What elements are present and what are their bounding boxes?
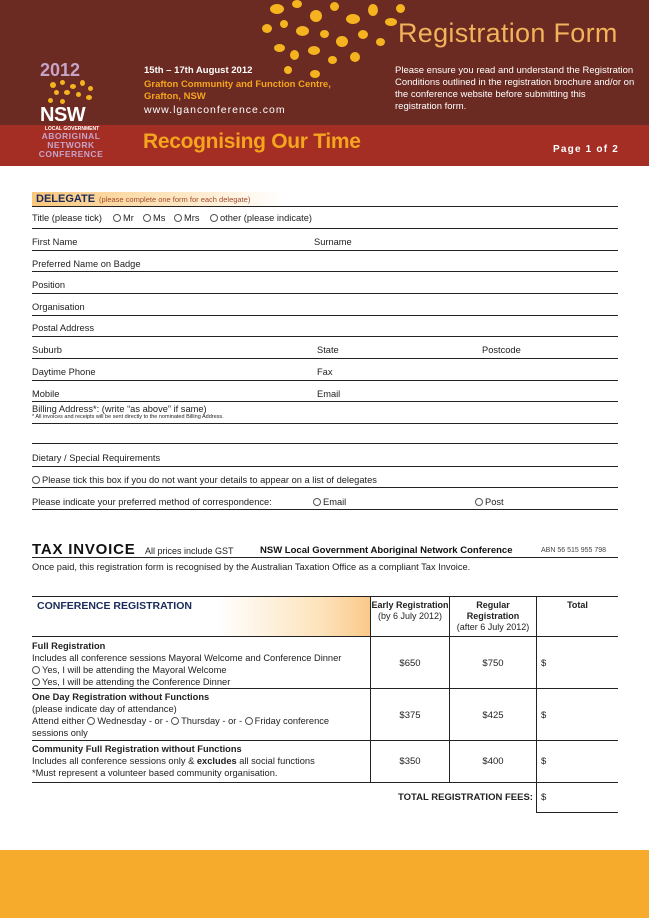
page-number: Page 1 of 2 [553, 144, 619, 155]
postal-address-label: Postal Address [32, 323, 95, 333]
col-regular-header [450, 600, 536, 633]
row-description: Includes all conference sessions only & excludes all social functions [32, 756, 315, 766]
title-row [32, 207, 618, 229]
row-description-tail: sessions only [32, 728, 88, 738]
tagline: Recognising Our Time [143, 130, 361, 153]
table-row [32, 691, 372, 739]
col-early-header [371, 600, 449, 622]
title-label: Title (please tick) [32, 213, 102, 223]
title-option-mrs[interactable]: Mrs [174, 213, 200, 223]
logo-nsw: NSW [40, 104, 86, 126]
surname-label: Surname [314, 237, 352, 247]
col-early-note: (by 6 July 2012) [377, 611, 443, 621]
privacy-option[interactable]: Please tick this box if you do not want your details to appear on a list of delegates [32, 475, 377, 485]
privacy-checkbox-row[interactable] [32, 467, 618, 488]
preferred-name-field[interactable] [32, 251, 618, 272]
total-fees-label: TOTAL REGISTRATION FEES: [398, 792, 533, 803]
row-description: (please indicate day of attendance) [32, 704, 177, 714]
delegate-heading-note: (please complete one form for each delegate) [99, 195, 251, 204]
logo-year: 2012 [40, 60, 81, 80]
day-wednesday-option[interactable]: Wednesday [87, 716, 146, 726]
table-col-border [536, 596, 537, 812]
logo-text [32, 132, 110, 159]
title-option-mr[interactable]: Mr [113, 213, 134, 223]
col-early-label: Early Registration [371, 600, 449, 610]
title-option-ms[interactable]: Ms [143, 213, 165, 223]
row-description: Includes all conference sessions Mayoral Welcome and Conference Dinner [32, 653, 342, 663]
first-name-field[interactable] [32, 229, 618, 251]
table-border [32, 740, 618, 741]
mobile-field[interactable] [32, 381, 618, 402]
logo-network: NETWORK [47, 140, 95, 150]
daytime-phone-field[interactable] [32, 359, 618, 381]
footer-band [0, 850, 649, 918]
mobile-label: Mobile [32, 389, 60, 399]
preferred-name-label: Preferred Name on Badge [32, 259, 141, 269]
early-price: $350 [399, 756, 421, 767]
table-border [32, 636, 618, 637]
tax-invoice-subtitle: All prices include GST [145, 546, 234, 556]
table-border [536, 812, 618, 813]
regular-price: $425 [482, 710, 504, 721]
total-field[interactable]: $ [541, 756, 547, 767]
billing-label: Billing Address*: (write “as above” if same) [32, 404, 207, 414]
radio-icon [87, 717, 95, 725]
first-name-label: First Name [32, 237, 78, 247]
attendance-day-options: Attend either Wednesday - or - Thursday - or - Friday conference [32, 716, 330, 726]
tax-invoice-title: TAX INVOICE [32, 541, 136, 558]
event-website: www.lganconference.com [144, 104, 286, 116]
dietary-label: Dietary / Special Requirements [32, 453, 161, 463]
tax-abn: ABN 56 515 955 798 [541, 547, 606, 554]
correspondence-email-option[interactable]: Email [313, 497, 346, 507]
position-label: Position [32, 280, 66, 290]
conference-dinner-option[interactable]: Yes, I will be attending the Conference Dinner [32, 676, 372, 688]
radio-icon [313, 498, 321, 506]
registration-notice: Please ensure you read and understand the Registration Conditions outlined in the registration brochure and/or on the conference website before submitting this registration form. [395, 65, 635, 112]
col-regular-note: (after 6 July 2012) [456, 622, 530, 632]
radio-icon [32, 678, 40, 686]
form-title: Registration Form [398, 18, 618, 48]
radio-icon [174, 214, 182, 222]
fax-label: Fax [317, 367, 333, 377]
early-price: $650 [399, 658, 421, 669]
correspondence-post-option[interactable]: Post [475, 497, 504, 507]
daytime-phone-label: Daytime Phone [32, 367, 96, 377]
table-border [32, 782, 618, 783]
event-dates: 15th – 17th August 2012 [144, 65, 253, 76]
regular-price: $750 [482, 658, 504, 669]
postal-address-field[interactable] [32, 316, 618, 337]
early-price: $375 [399, 710, 421, 721]
table-row [32, 640, 372, 688]
mayoral-welcome-option[interactable]: Yes, I will be attending the Mayoral Welcome [32, 664, 372, 676]
logo-conference: CONFERENCE [38, 149, 104, 159]
billing-address-line-2[interactable] [32, 424, 618, 444]
table-row [32, 743, 372, 779]
day-friday-option[interactable]: Friday conference [245, 716, 329, 726]
delegate-section-heading [32, 192, 618, 207]
row-requirement: *Must represent a volunteer based community organisation. [32, 768, 278, 778]
logo-local-government: LOCAL GOVERNMENT [44, 126, 100, 132]
radio-icon [475, 498, 483, 506]
postcode-label: Postcode [482, 345, 521, 355]
suburb-field[interactable] [32, 337, 618, 359]
organisation-label: Organisation [32, 302, 85, 312]
radio-icon [245, 717, 253, 725]
correspondence-label: Please indicate your preferred method of correspondence: [32, 497, 272, 507]
billing-address-field[interactable] [32, 402, 618, 424]
tax-invoice-note: Once paid, this registration form is recognised by the Australian Taxation Office as a compliant Tax Invoice. [32, 562, 471, 572]
col-regular-label: Regular Registration [466, 600, 520, 621]
dietary-field[interactable] [32, 444, 618, 467]
day-thursday-option[interactable]: Thursday [171, 716, 220, 726]
total-field[interactable]: $ [541, 658, 547, 669]
table-border-top [32, 596, 618, 597]
billing-note: * All invoices and receipts will be sent directly to the nominated Billing Address. [32, 414, 224, 420]
radio-icon [171, 717, 179, 725]
radio-icon [32, 666, 40, 674]
correspondence-row [32, 488, 618, 510]
logo-aboriginal: ABORIGINAL [41, 131, 101, 141]
total-field[interactable]: $ [541, 710, 547, 721]
state-label: State [317, 345, 339, 355]
delegate-heading: DELEGATE [36, 193, 96, 205]
event-venue: Grafton Community and Function Centre, Grafton, NSW [144, 79, 331, 102]
row-title: One Day Registration without Functions [32, 692, 210, 702]
radio-icon [143, 214, 151, 222]
checkbox-circle-icon [32, 476, 40, 484]
tax-conference-name: NSW Local Government Aboriginal Network Conference [260, 545, 513, 556]
col-total-header: Total [567, 600, 588, 610]
row-title: Full Registration [32, 641, 106, 651]
conference-registration-heading: CONFERENCE REGISTRATION [37, 600, 192, 612]
total-fees-field[interactable]: $ [541, 792, 547, 803]
divider [32, 557, 618, 558]
position-field[interactable] [32, 272, 618, 294]
radio-icon [210, 214, 218, 222]
table-border [32, 688, 618, 689]
suburb-label: Suburb [32, 345, 62, 355]
row-title: Community Full Registration without Functions [32, 744, 242, 754]
title-option-other[interactable]: other (please indicate) [210, 213, 312, 223]
regular-price: $400 [482, 756, 504, 767]
conference-logo [30, 60, 112, 160]
email-label: Email [317, 389, 341, 399]
organisation-field[interactable] [32, 294, 618, 316]
radio-icon [113, 214, 121, 222]
